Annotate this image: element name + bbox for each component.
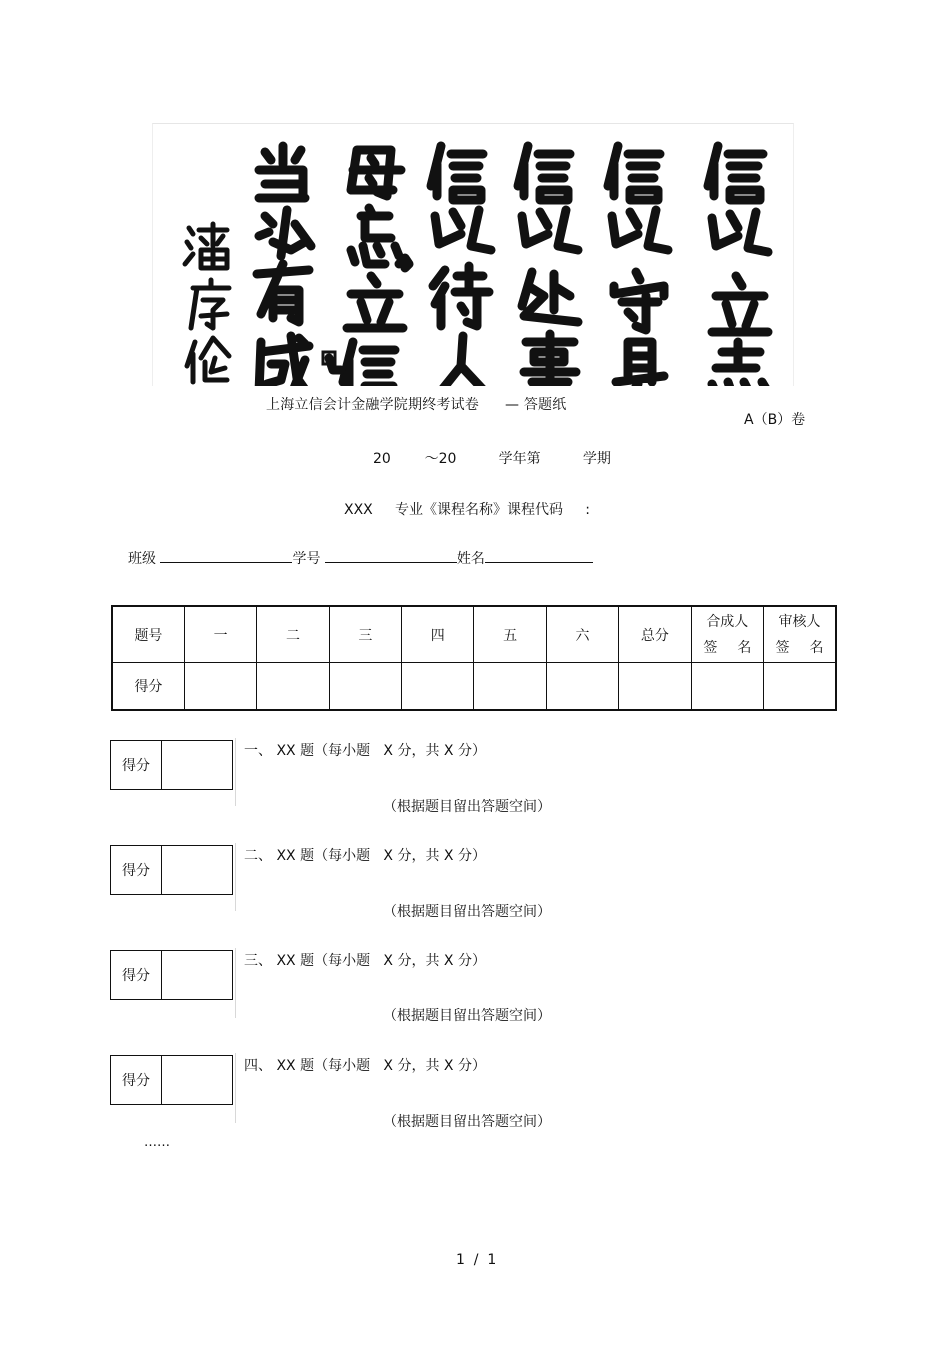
exam-title-text: 上海立信会计金融学院期终考试卷 (266, 397, 479, 413)
section-4-heading: 四、 XX 题（每小题 X 分，共 X 分） (244, 1058, 486, 1074)
calligraphy-artwork (153, 124, 793, 386)
paper-version: A（B）卷 (744, 412, 806, 428)
column-1: 一 (184, 606, 256, 663)
section-4-hint: （根据题目留出答题空间） (383, 1114, 551, 1130)
composer-signature-header (691, 606, 763, 663)
score-table-header-row (112, 606, 836, 663)
section-4-divider (235, 1053, 236, 1123)
exam-title-suffix: — 答题纸 (505, 397, 567, 413)
score-cell-3[interactable] (329, 663, 401, 711)
section-3-heading: 三、 XX 题（每小题 X 分，共 X 分） (244, 953, 486, 969)
column-3: 三 (329, 606, 401, 663)
exam-title (266, 394, 566, 414)
section-1-hint: （根据题目留出答题空间） (383, 799, 551, 815)
section-2-score-label: 得分 (111, 846, 162, 894)
section-3-divider (235, 948, 236, 1018)
section-4-score-cell[interactable] (162, 1056, 232, 1104)
column-6: 六 (546, 606, 618, 663)
section-1-divider (235, 738, 236, 806)
section-1-score-label: 得分 (111, 741, 162, 789)
score-table (111, 605, 837, 711)
column-total: 总分 (619, 606, 691, 663)
reviewer-sign-char-1: 签 (775, 639, 798, 656)
student-id-blank[interactable] (325, 549, 457, 563)
composer-signature-cell[interactable] (691, 663, 763, 711)
section-4-score-box (110, 1055, 233, 1105)
section-1-score-box (110, 740, 233, 790)
composer-label: 合成人 (706, 613, 749, 630)
score-cell-1[interactable] (184, 663, 256, 711)
reviewer-label: 审核人 (778, 613, 821, 630)
question-number-label: 题号 (112, 606, 184, 663)
section-2-divider (235, 843, 236, 911)
course-line: XXX 专业《课程名称》课程代码 : (344, 502, 590, 518)
section-3-score-box (110, 950, 233, 1000)
reviewer-sign-line (776, 635, 824, 661)
column-2: 二 (257, 606, 329, 663)
section-1-score-cell[interactable] (162, 741, 232, 789)
class-label: 班级 (128, 551, 156, 567)
section-3-hint: （根据题目留出答题空间） (383, 1008, 551, 1024)
section-4-score-label: 得分 (111, 1056, 162, 1104)
class-blank[interactable] (160, 549, 292, 563)
student-info-line (128, 548, 593, 568)
student-name-label: 姓名 (456, 551, 485, 567)
continuation-ellipsis: …… (144, 1135, 170, 1150)
reviewer-signature-header (764, 606, 836, 663)
section-2-heading: 二、 XX 题（每小题 X 分，共 X 分） (244, 848, 486, 864)
score-cell-5[interactable] (474, 663, 546, 711)
section-2-score-cell[interactable] (162, 846, 232, 894)
score-row-label: 得分 (112, 663, 184, 711)
score-cell-6[interactable] (546, 663, 618, 711)
reviewer-sign-char-2: 名 (809, 639, 824, 656)
composer-sign-char-2: 名 (737, 639, 752, 656)
section-3-score-label: 得分 (111, 951, 162, 999)
column-4: 四 (402, 606, 474, 663)
term-line: 20 ～20 学年第 学期 (373, 451, 611, 467)
score-cell-total[interactable] (619, 663, 691, 711)
score-table-score-row (112, 663, 836, 711)
score-cell-4[interactable] (402, 663, 474, 711)
column-5: 五 (474, 606, 546, 663)
calligraphy-banner (152, 123, 794, 386)
section-3-score-cell[interactable] (162, 951, 232, 999)
student-id-label: 学号 (292, 551, 321, 567)
score-cell-2[interactable] (257, 663, 329, 711)
section-2-hint: （根据题目留出答题空间） (383, 904, 551, 920)
section-1-heading: 一、 XX 题（每小题 X 分，共 X 分） (244, 743, 486, 759)
reviewer-signature-cell[interactable] (764, 663, 836, 711)
section-2-score-box (110, 845, 233, 895)
composer-sign-char-1: 签 (703, 639, 726, 656)
page-number: 1 / 1 (456, 1252, 497, 1268)
student-name-blank[interactable] (485, 549, 593, 563)
composer-sign-line (703, 635, 751, 661)
